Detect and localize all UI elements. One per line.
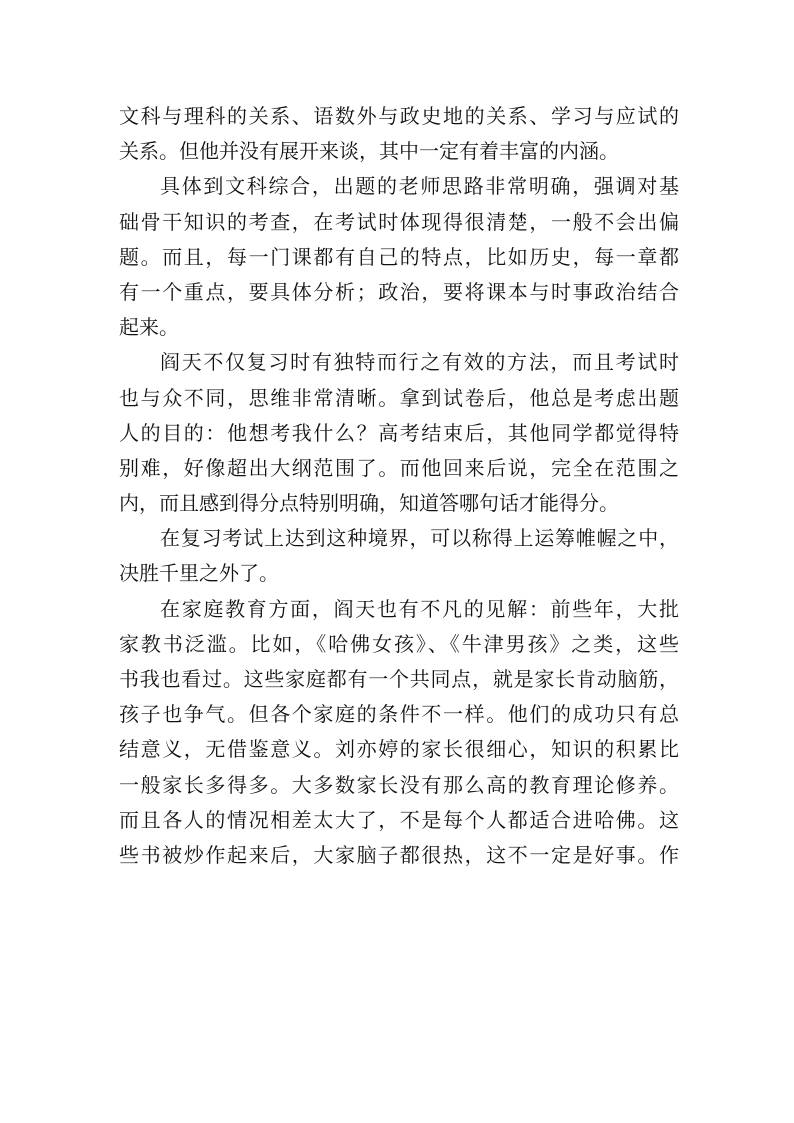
text-line: 在家庭教育方面，阎天也有不凡的见解：前些年，大批 [160,596,679,621]
body-text [119,99,679,873]
text-line: 决胜千里之外了。 [119,561,279,586]
text-line: 一般家长多得多。大多数家长没有那么高的教育理论修养。 [119,772,679,797]
text-line: 具体到文科综合，出题的老师思路非常明确，强调对基 [160,174,679,199]
text-line: 人的目的：他想考我什么？高考结束后，其他同学都觉得特 [119,420,679,445]
text-line: 结意义，无借鉴意义。刘亦婷的家长很细心，知识的积累比 [119,737,679,762]
text-line: 题。而且，每一门课都有自己的特点，比如历史，每一章都 [119,244,679,269]
text-line: 书我也看过。这些家庭都有一个共同点，就是家长肯动脑筋， [119,667,679,691]
text-line: 内，而且感到得分点特别明确，知道答哪句话才能得分。 [119,491,619,516]
text-line: 关系。但他并没有展开来谈，其中一定有着丰富的内涵。 [119,139,619,164]
text-line: 也与众不同，思维非常清晰。拿到试卷后，他总是考虑出题 [119,385,679,410]
text-line: 而且各人的情况相差太大了，不是每个人都适合进哈佛。这 [119,807,679,832]
text-line: 文科与理科的关系、语数外与政史地的关系、学习与应试的 [119,104,679,128]
text-line: 些书被炒作起来后，大家脑子都很热，这不一定是好事。作 [119,842,679,867]
text-line: 有一个重点，要具体分析；政治，要将课本与时事政治结合 [119,279,679,304]
text-line: 阎天不仅复习时有独特而行之有效的方法，而且考试时 [160,350,679,375]
text-line: 在复习考试上达到这种境界，可以称得上运筹帷幄之中， [160,526,679,551]
text-line: 孩子也争气。但各个家庭的条件不一样。他们的成功只有总 [119,702,679,727]
text-line: 础骨干知识的考查，在考试时体现得很清楚，一般不会出偏 [119,209,679,234]
text-line: 家教书泛滥。比如，《哈佛女孩》、《牛津男孩》之类，这些 [119,631,679,656]
text-line: 别难，好像超出大纲范围了。而他回来后说，完全在范围之 [119,455,679,480]
text-line: 起来。 [119,315,179,340]
